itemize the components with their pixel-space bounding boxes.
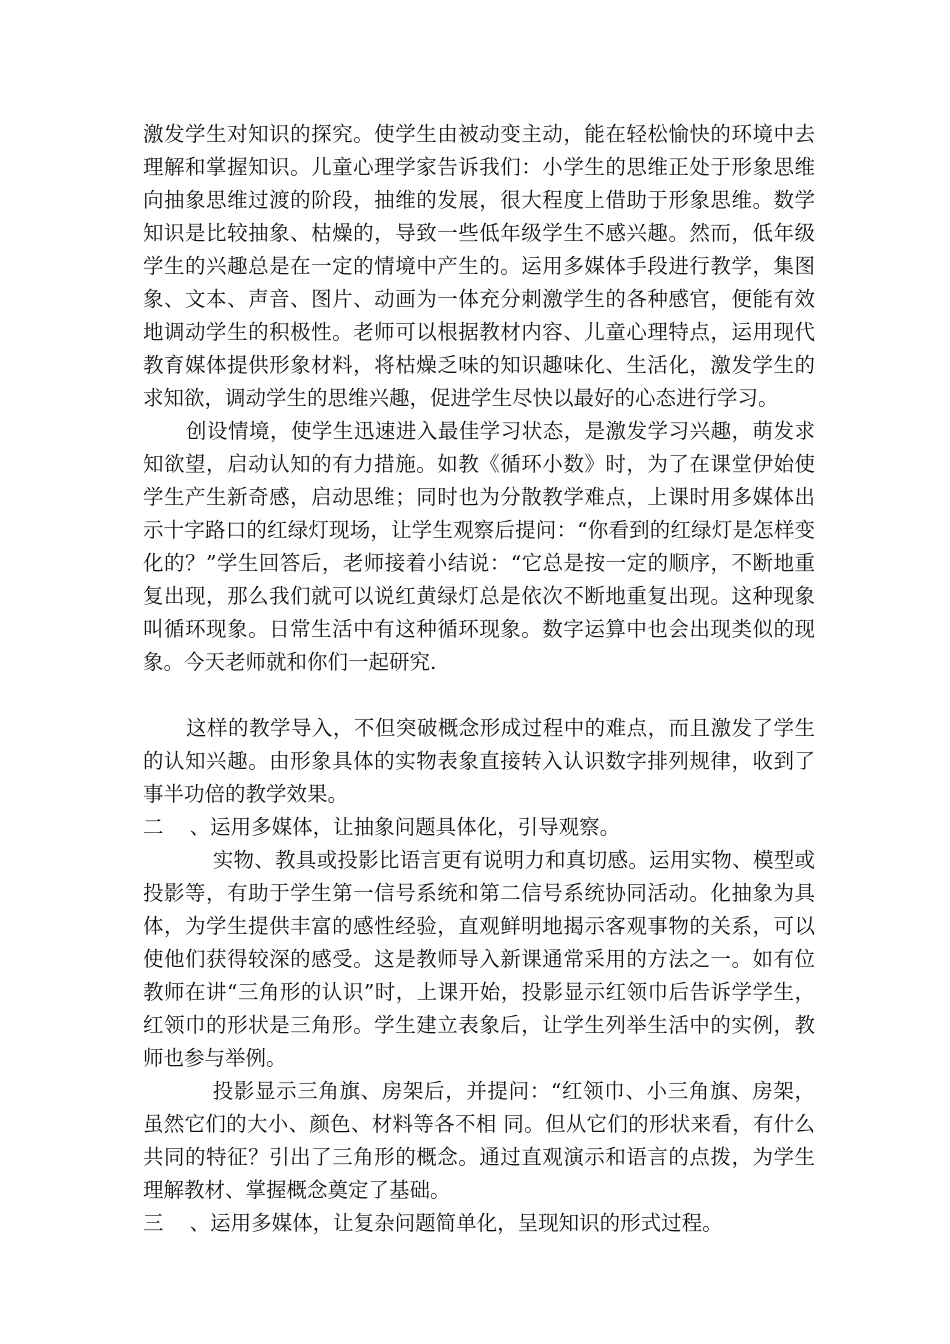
- document-page: [143, 118, 815, 1240]
- paragraph-create-situation: 创设情境，使学生迅速进入最佳学习状态，是激发学习兴趣，萌发求知欲望，启动认知的有力措施。如教《循环小数》时，为了在课堂伊始使学生产生新奇感，启动思维；同时也为分散教学难点，上课时用多媒体出示十字路口的红绿灯现场，让学生观察后提问：“你看到的红绿灯是怎样变化的？”学生回答后，老师接着小结说：“它总是按一定的顺序，不断地重复出现，那么我们就可以说红黄绿灯总是依次不断地重复出现。这种现象叫循环现象。日常生活中有这种循环现象。数字运算中也会出现类似的现象。今天老师就和你们一起研究.: [143, 419, 815, 674]
- paragraph-gap: [143, 679, 815, 712]
- paragraph-intro-continuation: 激发学生对知识的探究。使学生由被动变主动，能在轻松愉快的环境中去理解和掌握知识。儿童心理学家告诉我们：小学生的思维正处于形象思维向抽象思维过渡的阶段，抽维的发展，很大程度上借助于形象思维。数学知识是比较抽象、枯燥的，导致一些低年级学生不感兴趣。然而，低年级学生的兴趣总是在一定的情境中产生的。运用多媒体手段进行教学，集图象、文本、声音、图片、动画为一体充分刺激学生的各种感官，便能有效地调动学生的积极性。老师可以根据教材内容、儿童心理特点，运用现代教育媒体提供形象材料，将枯燥乏味的知识趣味化、生活化，激发学生的求知欲，调动学生的思维兴趣，促进学生尽快以最好的心态进行学习。: [143, 122, 815, 410]
- section-heading-two: 二 、运用多媒体，让抽象问题具体化，引导观察。: [143, 815, 621, 839]
- paragraph-triangle-concept: 投影显示三角旗、房架后，并提问：“红领巾、小三角旗、房架，虽然它们的大小、颜色、材料等各不相 同。但从它们的形状来看，有什么共同的特征？引出了三角形的概念。通过直观演示和语言的点拨，为学生理解教材、掌握概念奠定了基础。: [143, 1079, 815, 1202]
- paragraph-lead-in-effect: 这样的教学导入，不但突破概念形成过程中的难点，而且激发了学生的认知兴趣。由形象具体的实物表象直接转入认识数字排列规律，收到了事半功倍的教学效果。: [143, 716, 815, 806]
- paragraph-objects-projection: 实物、教具或投影比语言更有说明力和真切感。运用实物、模型或投影等，有助于学生第一信号系统和第二信号系统协同活动。化抽象为具体，为学生提供丰富的感性经验，直观鲜明地揭示客观事物的关系，可以使他们获得较深的感受。这是教师导入新课通常采用的方法之一。如有位教师在讲“三角形的认识”时，上课开始，投影显示红领巾后告诉学学生，红领巾的形状是三角形。学生建立表象后，让学生列举生活中的实例，教师也参与举例。: [143, 848, 815, 1070]
- section-heading-three: 三 、运用多媒体，让复杂问题简单化，呈现知识的形式过程。: [143, 1211, 723, 1235]
